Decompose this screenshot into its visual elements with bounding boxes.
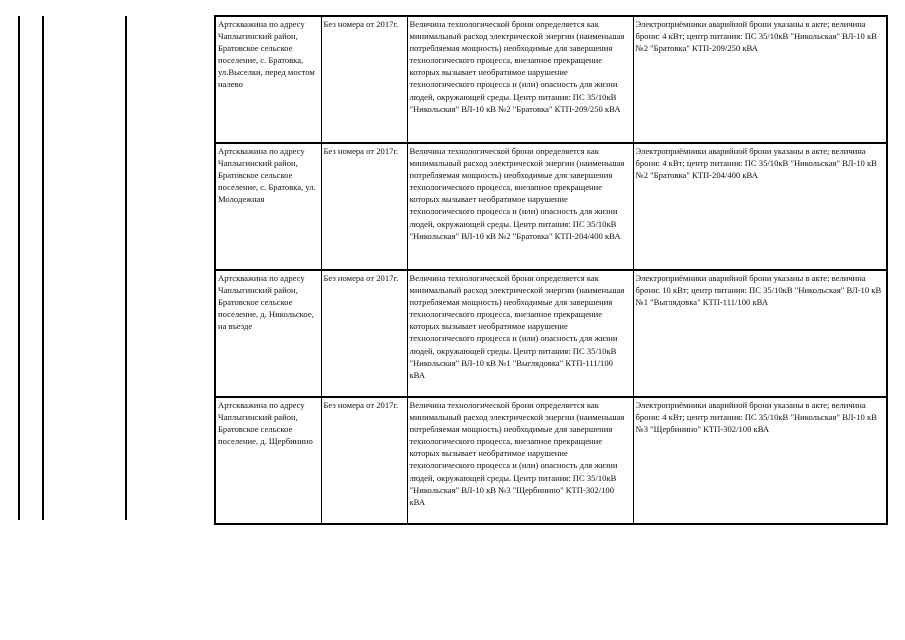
emergency-reserve-cell: Электроприёмники аварийной брони указаны в акте; величина брони: 4 кВт; центр питания: ПС 35/10кВ "Никольская" ВЛ-10 кВ №2 "Братовка" КТП-204/400 кВА xyxy=(633,143,887,270)
technological-reserve-cell: Величина технологической брони определяется как минимальный расход электрической энергии (наименьшая потребляемая мощность) необходимые для завершения технологического процесса, внезапное прекращение которых вызывает необратимое нарушение технологического процесса и (или) опасность для жизни людей, окружающей среды. Центр питания: ПС 35/10кВ "Никольская" ВЛ-10 кВ №3 "Щербинино" КТП-302/100 кВА xyxy=(407,397,633,524)
table-row xyxy=(215,16,887,143)
technological-reserve-cell: Величина технологической брони определяется как минимальный расход электрической энергии (наименьшая потребляемая мощность) необходимые для завершения технологического процесса, внезапное прекращение которых вызывает необратимое нарушение технологического процесса и (или) опасность для жизни людей, окружающей среды. Центр питания: ПС 35/10кВ "Никольская" ВЛ-10 кВ №1 "Выглядовка" КТП-111/100 кВА xyxy=(407,270,633,397)
object-address-cell: Артскважина по адресу Чаплыгинский район, Братовское сельское поселение, с. Братовка, ул.Выселки, перед мостом налево xyxy=(215,16,321,143)
table-row xyxy=(215,270,887,397)
technological-reserve-table xyxy=(214,15,888,525)
object-address-cell: Артскважина по адресу Чаплыгинский район, Братовское сельское поселение, д. Никольское, на въезде xyxy=(215,270,321,397)
table-row xyxy=(215,397,887,524)
technological-reserve-cell: Величина технологической брони определяется как минимальный расход электрической энергии (наименьшая потребляемая мощность) необходимые для завершения технологического процесса, внезапное прекращение которых вызывает необратимое нарушение технологического процесса и (или) опасность для жизни людей, окружающей среды. Центр питания: ПС 35/10кВ "Никольская" ВЛ-10 кВ №2 "Братовка" КТП-209/250 кВА xyxy=(407,16,633,143)
emergency-reserve-cell: Электроприёмники аварийной брони указаны в акте; величина брони: 10 кВт; центр питания: ПС 35/10кВ "Никольская" ВЛ-10 кВ №1 "Выглядовка" КТП-111/100 кВА xyxy=(633,270,887,397)
table-row xyxy=(215,143,887,270)
act-number-cell: Без номера от 2017г. xyxy=(321,143,407,270)
act-number-cell: Без номера от 2017г. xyxy=(321,397,407,524)
object-address-cell: Артскважина по адресу Чаплыгинский район, Братовское сельское поселение, с. Братовка, ул. Молодежная xyxy=(215,143,321,270)
act-number-cell: Без номера от 2017г. xyxy=(321,16,407,143)
object-address-cell: Артскважина по адресу Чаплыгинский район, Братовское сельское поселение, д. Щербинино xyxy=(215,397,321,524)
left-border-line-3 xyxy=(125,16,127,520)
technological-reserve-cell: Величина технологической брони определяется как минимальный расход электрической энергии (наименьшая потребляемая мощность) необходимые для завершения технологического процесса, внезапное прекращение которых вызывает необратимое нарушение технологического процесса и (или) опасность для жизни людей, окружающей среды. Центр питания: ПС 35/10кВ "Никольская" ВЛ-10 кВ №2 "Братовка" КТП-204/400 кВА xyxy=(407,143,633,270)
emergency-reserve-cell: Электроприёмники аварийной брони указаны в акте; величина брони: 4 кВт; центр питания: ПС 35/10кВ "Никольская" ВЛ-10 кВ №2 "Братовка" КТП-209/250 кВА xyxy=(633,16,887,143)
act-number-cell: Без номера от 2017г. xyxy=(321,270,407,397)
left-border-line-1 xyxy=(18,16,20,520)
left-border-line-2 xyxy=(42,16,44,520)
emergency-reserve-cell: Электроприёмники аварийной брони указаны в акте; величина брони: 4 кВт; центр питания: ПС 35/10кВ "Никольская" ВЛ-10 кВ №3 "Щербинино" КТП-302/100 кВА xyxy=(633,397,887,524)
